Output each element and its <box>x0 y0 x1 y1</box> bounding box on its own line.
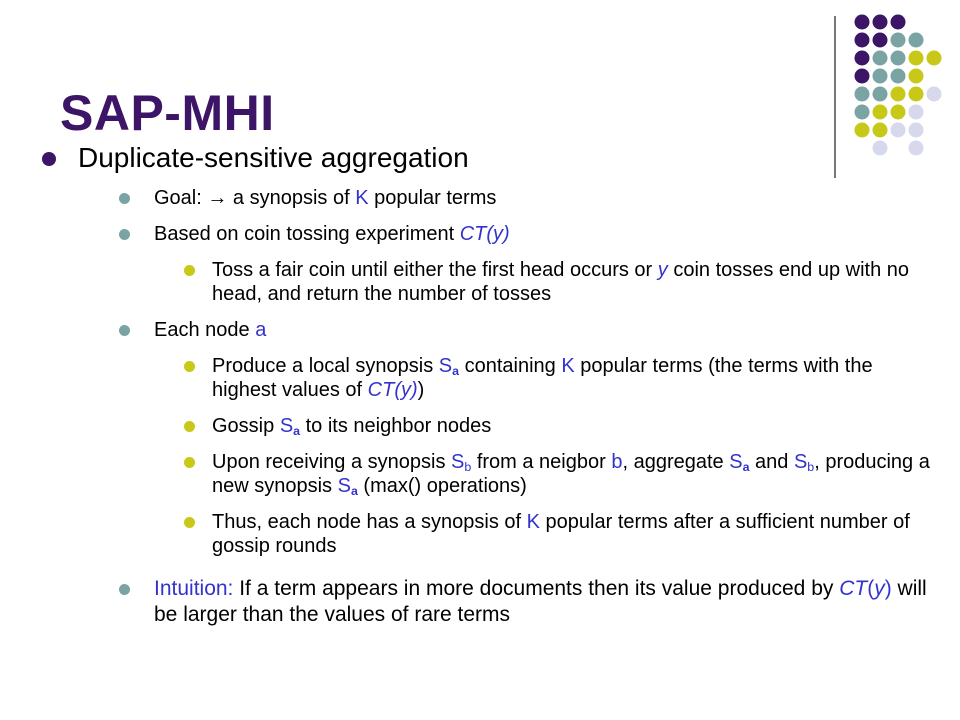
dot-row-7 <box>855 123 924 138</box>
heading-text: Duplicate-sensitive aggregation <box>78 142 469 173</box>
level3-bullet-icon <box>184 421 195 432</box>
thus-p2: popular terms after a sufficient number of gossip rounds <box>212 511 910 557</box>
bullet-duplicate-sensitive-aggregation <box>40 142 940 628</box>
produce-p1: Produce a local synopsis <box>212 355 439 377</box>
bullet-each-node <box>118 318 940 558</box>
produce-p2: containing <box>459 355 562 377</box>
upon-b: b <box>611 451 623 473</box>
dot-row-3 <box>855 51 942 66</box>
node-a: a <box>255 319 267 341</box>
intuition-p1: If a term appears in more documents then its value produced by <box>233 577 840 600</box>
level3-bullet-icon <box>184 265 195 276</box>
upon-sub-b: b <box>464 460 472 475</box>
bullet-upon-receiving <box>184 450 940 498</box>
toss-y: y <box>657 259 668 281</box>
gossip-S: S <box>279 415 294 437</box>
toss-part1: Toss a fair coin until either the first head occurs or <box>212 259 658 281</box>
arrow-icon: → <box>207 187 228 209</box>
upon-p6: (max() operations) <box>357 475 527 497</box>
thus-K: K <box>526 511 540 533</box>
intuition-y: y <box>874 577 885 600</box>
level2-bullet-icon <box>119 193 130 204</box>
bullet-produce-synopsis <box>184 354 940 402</box>
goal-k: K <box>355 187 369 209</box>
coin-ct: CT(y) <box>459 223 510 245</box>
upon-Sa2: S <box>337 475 351 497</box>
node-prefix: Each node <box>154 319 256 341</box>
intuition-p4: will be larger than the values of rare terms <box>154 577 927 626</box>
node-sub-bullets <box>154 354 940 558</box>
dot-row-6 <box>855 105 924 120</box>
produce-p3: popular terms (the terms with the highest values of <box>212 355 873 401</box>
bullet-gossip <box>184 414 940 438</box>
slide-content <box>40 142 940 628</box>
upon-p3: , aggregate <box>622 451 730 473</box>
intuition-ct: CT <box>839 577 868 600</box>
upon-Sb2: S <box>793 451 808 473</box>
thus-p1: Thus, each node has a synopsis of <box>212 511 527 533</box>
upon-p4: and <box>749 451 794 473</box>
upon-p5: , producing a new synopsis <box>212 451 930 497</box>
intuition-label: Intuition: <box>154 577 234 600</box>
produce-S: S <box>438 355 453 377</box>
dot-row-2 <box>855 33 924 48</box>
gossip-p2: to its neighbor nodes <box>300 415 492 437</box>
dot-row-1 <box>855 15 906 30</box>
upon-p2: from a neigbor <box>471 451 612 473</box>
level3-bullet-icon <box>184 457 195 468</box>
bullet-coin-tossing <box>118 222 940 306</box>
produce-K: K <box>561 355 575 377</box>
intuition-paren-close: ) <box>884 577 892 600</box>
bullet-toss-fair-coin <box>184 258 940 306</box>
produce-ct: CT(y) <box>367 379 418 401</box>
coin-sub-bullets <box>154 258 940 306</box>
level2-bullet-icon <box>119 229 130 240</box>
goal-prefix: Goal: <box>154 187 208 209</box>
intuition-paren-open: ( <box>867 577 875 600</box>
produce-sub: a <box>452 364 460 379</box>
goal-middle: a synopsis of <box>227 187 356 209</box>
level1-bullet-icon <box>42 152 56 166</box>
level3-bullet-icon <box>184 361 195 372</box>
toss-part2: coin tosses end up with no head, and return the number of tosses <box>212 259 910 305</box>
produce-p4: ) <box>417 379 425 401</box>
upon-sub-a2: a <box>350 484 358 499</box>
bullet-intuition <box>118 576 940 628</box>
sub-bullets <box>78 186 940 628</box>
coin-prefix: Based on coin tossing experiment <box>154 223 460 245</box>
level3-bullet-icon <box>184 517 195 528</box>
upon-p1: Upon receiving a synopsis <box>212 451 452 473</box>
dot-row-4 <box>855 69 924 84</box>
level2-bullet-icon <box>119 584 130 595</box>
upon-sub-a: a <box>742 460 750 475</box>
dot-row-5 <box>855 87 942 102</box>
gossip-sub: a <box>293 424 301 439</box>
level2-bullet-icon <box>119 325 130 336</box>
bullet-thus <box>184 510 940 558</box>
slide-title: SAP-MHI <box>60 85 275 141</box>
upon-Sb: S <box>451 451 465 473</box>
upon-Sa: S <box>729 451 743 473</box>
gossip-p1: Gossip <box>212 415 280 437</box>
bullet-goal <box>118 186 940 210</box>
goal-suffix: popular terms <box>368 187 497 209</box>
upon-sub-b2: b <box>807 460 815 475</box>
